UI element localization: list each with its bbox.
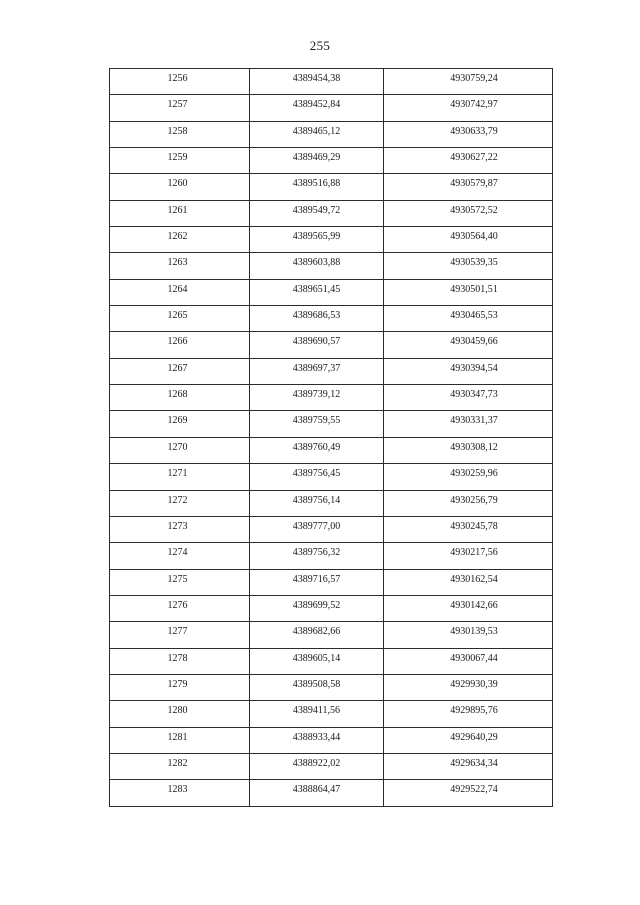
point-number-cell: 1274 [110,543,250,569]
table-row [110,358,553,384]
point-number-cell: 1279 [110,674,250,700]
x-coordinate-cell: 4388864,47 [250,780,384,806]
table-row [110,727,553,753]
table-row [110,753,553,779]
x-coordinate-cell: 4389454,38 [250,69,384,95]
x-coordinate-cell: 4389690,57 [250,332,384,358]
point-number-cell: 1260 [110,174,250,200]
x-coordinate-cell: 4389686,53 [250,306,384,332]
x-coordinate-cell: 4389549,72 [250,200,384,226]
coordinates-table [109,68,553,807]
y-coordinate-cell: 4929895,76 [384,701,553,727]
point-number-cell: 1277 [110,622,250,648]
y-coordinate-cell: 4930501,51 [384,279,553,305]
x-coordinate-cell: 4389697,37 [250,358,384,384]
y-coordinate-cell: 4930245,78 [384,516,553,542]
point-number-cell: 1278 [110,648,250,674]
x-coordinate-cell: 4389699,52 [250,595,384,621]
y-coordinate-cell: 4930465,53 [384,306,553,332]
y-coordinate-cell: 4930459,66 [384,332,553,358]
x-coordinate-cell: 4389508,58 [250,674,384,700]
y-coordinate-cell: 4930579,87 [384,174,553,200]
y-coordinate-cell: 4929930,39 [384,674,553,700]
y-coordinate-cell: 4930539,35 [384,253,553,279]
x-coordinate-cell: 4389760,49 [250,437,384,463]
point-number-cell: 1263 [110,253,250,279]
x-coordinate-cell: 4389565,99 [250,227,384,253]
y-coordinate-cell: 4930256,79 [384,490,553,516]
x-coordinate-cell: 4389651,45 [250,279,384,305]
point-number-cell: 1281 [110,727,250,753]
y-coordinate-cell: 4930627,22 [384,148,553,174]
point-number-cell: 1269 [110,411,250,437]
table-row [110,95,553,121]
table-row [110,253,553,279]
point-number-cell: 1262 [110,227,250,253]
table-row [110,148,553,174]
x-coordinate-cell: 4389756,45 [250,464,384,490]
point-number-cell: 1266 [110,332,250,358]
x-coordinate-cell: 4389759,55 [250,411,384,437]
point-number-cell: 1258 [110,121,250,147]
y-coordinate-cell: 4929640,29 [384,727,553,753]
table-row [110,411,553,437]
y-coordinate-cell: 4930633,79 [384,121,553,147]
y-coordinate-cell: 4930067,44 [384,648,553,674]
table-row [110,69,553,95]
point-number-cell: 1275 [110,569,250,595]
point-number-cell: 1261 [110,200,250,226]
point-number-cell: 1271 [110,464,250,490]
y-coordinate-cell: 4930162,54 [384,569,553,595]
point-number-cell: 1256 [110,69,250,95]
x-coordinate-cell: 4389411,56 [250,701,384,727]
x-coordinate-cell: 4389605,14 [250,648,384,674]
x-coordinate-cell: 4389603,88 [250,253,384,279]
y-coordinate-cell: 4929522,74 [384,780,553,806]
point-number-cell: 1264 [110,279,250,305]
point-number-cell: 1282 [110,753,250,779]
table-row [110,674,553,700]
table-row [110,332,553,358]
x-coordinate-cell: 4389756,14 [250,490,384,516]
y-coordinate-cell: 4930142,66 [384,595,553,621]
y-coordinate-cell: 4930759,24 [384,69,553,95]
y-coordinate-cell: 4930331,37 [384,411,553,437]
x-coordinate-cell: 4389682,66 [250,622,384,648]
point-number-cell: 1276 [110,595,250,621]
table-row [110,200,553,226]
y-coordinate-cell: 4930308,12 [384,437,553,463]
point-number-cell: 1257 [110,95,250,121]
table-row [110,279,553,305]
table-row [110,622,553,648]
point-number-cell: 1283 [110,780,250,806]
x-coordinate-cell: 4389739,12 [250,385,384,411]
x-coordinate-cell: 4389756,32 [250,543,384,569]
y-coordinate-cell: 4930139,53 [384,622,553,648]
y-coordinate-cell: 4930564,40 [384,227,553,253]
x-coordinate-cell: 4389777,00 [250,516,384,542]
table-row [110,490,553,516]
table-row [110,306,553,332]
table-row [110,648,553,674]
table-row [110,227,553,253]
point-number-cell: 1265 [110,306,250,332]
table-row [110,437,553,463]
y-coordinate-cell: 4929634,34 [384,753,553,779]
point-number-cell: 1272 [110,490,250,516]
y-coordinate-cell: 4930394,54 [384,358,553,384]
point-number-cell: 1273 [110,516,250,542]
y-coordinate-cell: 4930347,73 [384,385,553,411]
point-number-cell: 1280 [110,701,250,727]
point-number-cell: 1267 [110,358,250,384]
x-coordinate-cell: 4388933,44 [250,727,384,753]
table-row [110,543,553,569]
page-number: 255 [309,38,331,53]
y-coordinate-cell: 4930742,97 [384,95,553,121]
y-coordinate-cell: 4930259,96 [384,464,553,490]
x-coordinate-cell: 4389465,12 [250,121,384,147]
table-row [110,595,553,621]
table-row [110,569,553,595]
table-row [110,701,553,727]
point-number-cell: 1270 [110,437,250,463]
point-number-cell: 1268 [110,385,250,411]
table-row [110,780,553,806]
y-coordinate-cell: 4930572,52 [384,200,553,226]
x-coordinate-cell: 4389716,57 [250,569,384,595]
x-coordinate-cell: 4388922,02 [250,753,384,779]
table-row [110,516,553,542]
table-row [110,174,553,200]
x-coordinate-cell: 4389452,84 [250,95,384,121]
table-row [110,121,553,147]
table-row [110,464,553,490]
x-coordinate-cell: 4389516,88 [250,174,384,200]
x-coordinate-cell: 4389469,29 [250,148,384,174]
point-number-cell: 1259 [110,148,250,174]
y-coordinate-cell: 4930217,56 [384,543,553,569]
table-row [110,385,553,411]
table-body [110,69,553,807]
